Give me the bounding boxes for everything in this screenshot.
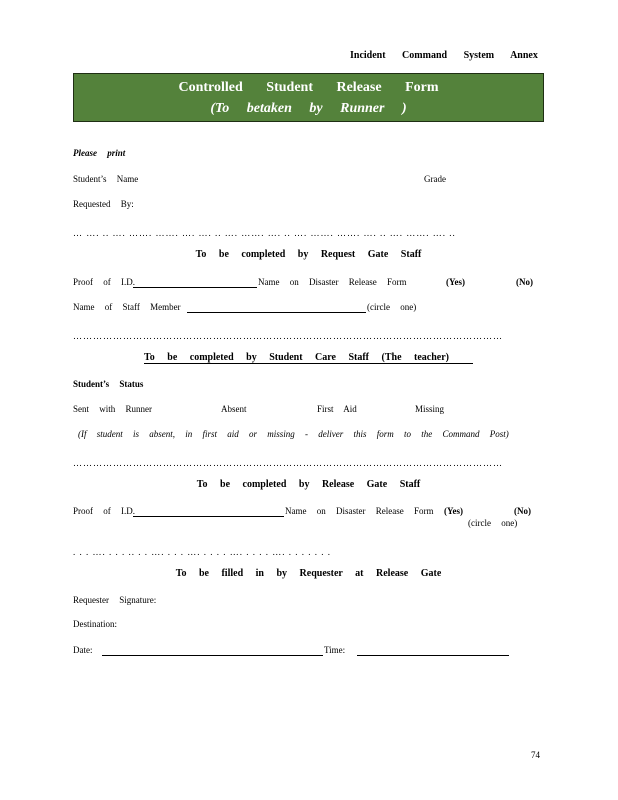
annex-header: Incident Command System Annex	[350, 50, 538, 61]
divider: …………………………………………………………………………………………………………………	[73, 331, 503, 341]
students-name-label: Student’s Name	[73, 174, 139, 184]
staff-member-line[interactable]	[187, 312, 366, 313]
please-print-label: Please print	[73, 148, 126, 158]
circle-one-note: (circle one)	[468, 518, 518, 528]
name-on-form-label: Name on Disaster Release Form	[258, 277, 407, 287]
absent-instruction-note: (If student is absent, in first aid or missing - deliver this form to the Command Post)	[78, 429, 509, 439]
requester-heading: To be filled in by Requester at Release Gate	[175, 568, 442, 579]
no-option[interactable]: (No)	[516, 277, 533, 287]
yes-option[interactable]: (Yes)	[444, 506, 463, 516]
date-label: Date:	[73, 645, 93, 655]
request-gate-heading: To be completed by Request Gate Staff	[195, 249, 422, 260]
status-first-aid[interactable]: First Aid	[317, 404, 357, 414]
destination-label: Destination:	[73, 619, 117, 629]
status-sent-with-runner[interactable]: Sent with Runner	[73, 404, 152, 414]
yes-option[interactable]: (Yes)	[446, 277, 465, 287]
requested-by-label: Requested By:	[73, 199, 134, 209]
form-subtitle: (To betaken by Runner )	[210, 101, 407, 116]
grade-label: Grade	[424, 174, 446, 184]
divider: … …. .. …. ……. ……. …. …. .. …. ……. …. .. …. ……. ……. …. .. …. ……. …. ..	[73, 228, 456, 238]
page-number: 74	[531, 750, 540, 760]
form-title: Controlled Student Release Form	[178, 80, 439, 95]
proof-id-label: Proof of I.D.	[73, 277, 135, 287]
time-line[interactable]	[357, 655, 509, 656]
divider: . . . …. . . . .. . . …. . . . …. . . . . …. . . . . …. . . . . . . .	[73, 547, 331, 557]
proof-id-line[interactable]	[133, 516, 284, 517]
staff-member-label: Name of Staff Member	[73, 302, 181, 312]
time-label: Time:	[324, 645, 346, 655]
care-staff-heading-text: To be completed by Student Care Staff (The teacher)	[144, 352, 473, 364]
care-staff-heading	[73, 352, 544, 363]
release-gate-heading: To be completed by Release Gate Staff	[196, 479, 421, 490]
status-absent[interactable]: Absent	[221, 404, 247, 414]
status-missing[interactable]: Missing	[415, 404, 445, 414]
proof-id-label: Proof of I.D.	[73, 506, 135, 516]
student-status-label: Student’s Status	[73, 379, 144, 389]
requester-signature-label: Requester Signature:	[73, 595, 157, 605]
no-option[interactable]: (No)	[514, 506, 531, 516]
date-line[interactable]	[102, 655, 323, 656]
circle-one-note: (circle one)	[367, 302, 417, 312]
name-on-form-label: Name on Disaster Release Form	[285, 506, 434, 516]
proof-id-line[interactable]	[133, 287, 257, 288]
form-title-banner	[73, 73, 544, 122]
divider: …………………………………………………………………………………………………………………	[73, 458, 503, 468]
